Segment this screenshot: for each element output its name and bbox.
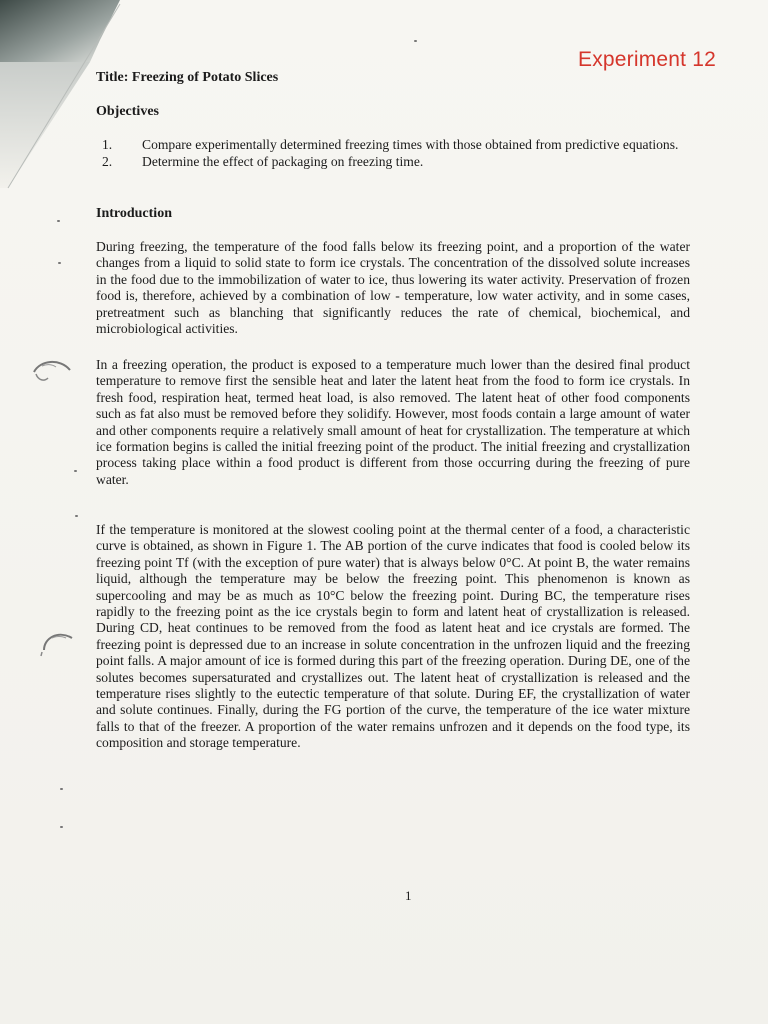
objectives-heading: Objectives (96, 104, 159, 119)
objective-item (102, 154, 682, 170)
scan-speck (60, 788, 63, 790)
objective-number: 2. (102, 154, 113, 169)
scan-speck (60, 826, 63, 828)
objectives-list (102, 137, 682, 171)
intro-paragraph-3: If the temperature is monitored at the slowest cooling point at the thermal center of a food, a characteristic curve is obtained, as shown in Figure 1. The AB portion of the curve indicates that food is cooled below its freezing point Tf (with the exception of pure water) that is always below 0°C. At point B, the water remains liquid, although the temperature may be below the freezing point. This phenomenon is known as supercooling and may be as much as 10°C below the freezing point. During BC, the temperature rises rapidly to the freezing point as the ice crystals begin to form and latent heat of crystallization is released. During CD, heat continues to be removed from the food as latent heat and ice crystals are formed. The freezing point is depressed due to an increase in solute concentration in the unfrozen liquid and the freezing point falls. A major amount of ice is formed during this part of the freezing operation. During DE, one of the solutes becomes supersaturated and crystallizes out. The latent heat of crystallization is released and the temperature rises slightly to the eutectic temperature of that solute. During EF, the crystallization of water and solute continues. Finally, during the FG portion of the curve, the temperature of the ice water mixture falls to that of the freezer. A proportion of the water remains unfrozen and it depends on the food type, its composition and storage temperature. (96, 522, 690, 751)
scan-speck (58, 262, 61, 264)
experiment-label: Experiment 12 (577, 48, 716, 71)
introduction-heading: Introduction (96, 206, 172, 221)
intro-paragraph-2: In a freezing operation, the product is exposed to a temperature much lower than the desired final product temperature to remove first the sensible heat and later the latent heat from the food to form ice crystals. In fresh food, respiration heat, termed heat load, is also removed. The latent heat of other food components such as fat also must be removed before they solidify. However, most foods contain a large amount of water and other components require a relatively small amount of heat for crystallization. The temperature at which ice formation begins is called the initial freezing point of the product. The initial freezing and crystallization process taking place within a food product is different from those occurring during the freezing of pure water. (96, 357, 690, 487)
objective-text: Compare experimentally determined freezing times with those obtained from predictive equations. (142, 137, 679, 152)
objective-text: Determine the effect of packaging on freezing time. (142, 154, 424, 169)
scan-speck (74, 470, 77, 472)
scan-speck (75, 515, 78, 517)
scan-speck (414, 40, 417, 42)
binder-hole-mark-icon (38, 628, 78, 658)
objective-number: 1. (102, 137, 113, 152)
binder-hole-mark-icon (30, 358, 74, 384)
document-title: Title: Freezing of Potato Slices (96, 70, 279, 85)
page-number: 1 (405, 888, 412, 903)
scan-speck (57, 220, 60, 222)
intro-paragraph-1: During freezing, the temperature of the food falls below its freezing point, and a proportion of the water changes from a liquid to solid state to form ice crystals. The concentration of the dissolved solute increases in the food due to the immobilization of water to ice, thus lowering its water activity. Preservation of frozen food is, therefore, achieved by a combination of low - temperature, low water activity, and in some cases, pretreatment such as blanching that significantly reduces the rate of chemical, biochemical, and microbiological activities. (96, 239, 690, 337)
objective-item (102, 137, 682, 153)
